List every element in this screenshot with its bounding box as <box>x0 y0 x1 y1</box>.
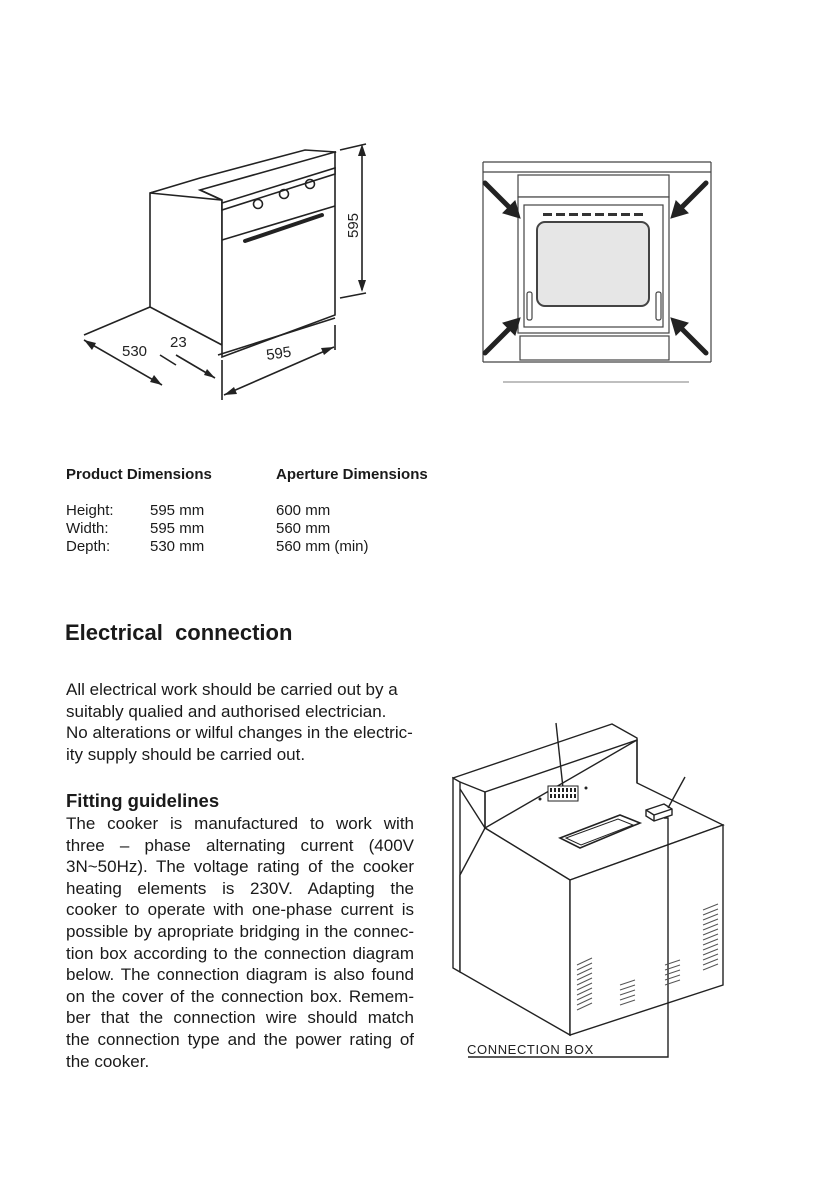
width-aperture-value: 560 mm <box>276 520 331 537</box>
width-product-value: 595 mm <box>150 520 205 537</box>
fitting-guidelines-title: Fitting guidelines <box>66 790 220 811</box>
intro-line: ity supply should be carried out. <box>66 744 306 764</box>
connection-box-label: CONNECTION BOX <box>467 1042 594 1057</box>
fitting-line: The cooker is manufactured to work with <box>66 814 414 833</box>
fitting-line: cooker to operate with one-phase current is <box>66 900 414 920</box>
depth-product-value: 530 mm <box>150 538 205 555</box>
electrical-intro <box>66 679 426 765</box>
depth-aperture-value: 560 mm (min) <box>276 538 369 555</box>
height-aperture-value: 600 mm <box>276 502 331 519</box>
fitting-line: below. The connection diagram is also found <box>66 965 414 985</box>
intro-line: All electrical work should be carried out by a <box>66 680 398 699</box>
fitting-line: three – phase alternating current (400V <box>66 835 414 855</box>
fitting-line: tion box according to the connection diagram <box>66 943 414 963</box>
product-dimensions-heading: Product Dimensions <box>66 466 212 483</box>
fitting-line: on the cover of the connection box. Remem- <box>66 986 414 1006</box>
intro-line: suitably qualied and authorised electrician. <box>66 701 387 721</box>
fitting-guidelines-text <box>66 813 414 1072</box>
depth-dimension-label: 530 <box>122 343 148 360</box>
height-label: Height: <box>66 502 114 519</box>
fitting-line: the cooker. <box>66 1051 150 1071</box>
fitting-line: ber that the connection wire should match <box>66 1008 414 1028</box>
electrical-connection-title: Electrical connection <box>65 620 293 645</box>
fitting-line: the connection type and the power rating of <box>66 1029 414 1049</box>
height-dimension-label: 595 <box>345 212 362 238</box>
depth-label: Depth: <box>66 538 111 555</box>
intro-line: No alterations or wilful changes in the electric- <box>66 723 413 743</box>
fitting-line: possible by apropriate bridging in the connec- <box>66 921 414 941</box>
width-dimension-label: 595 <box>265 343 293 364</box>
aperture-dimensions-heading: Aperture Dimensions <box>276 466 428 483</box>
width-label: Width: <box>66 520 109 537</box>
height-product-value: 595 mm <box>150 502 205 519</box>
oven-dimension-diagram <box>60 135 400 410</box>
fitting-line: 3N~50Hz). The voltage rating of the cooker <box>66 857 414 877</box>
connection-box-diagram <box>445 715 735 1065</box>
fitting-line: heating elements is 230V. Adapting the <box>66 878 414 898</box>
cabinet-installation-diagram <box>480 158 715 388</box>
panel-depth-label: 23 <box>170 334 187 351</box>
